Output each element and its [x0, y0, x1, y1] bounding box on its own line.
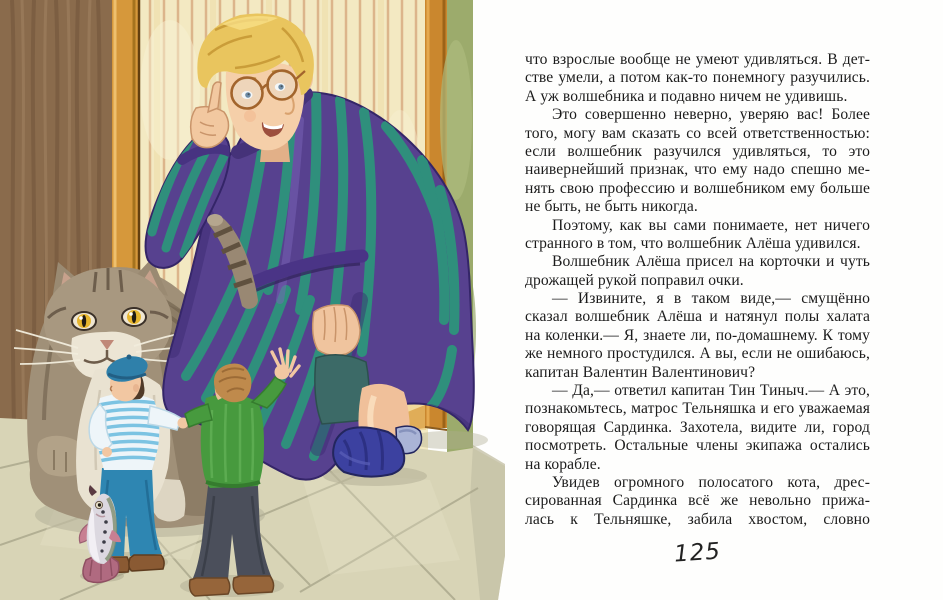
text-line: познакомьтесь, матрос Тельняшка и его уважаемая: [525, 400, 870, 418]
text-line: посмотреть. Остальные члены экипажа остались: [525, 437, 870, 455]
text-line: нять свою профессию и волшебником ему больше: [525, 179, 870, 197]
text-line: говорящая Сардинка. Захотела, видите ли, город: [525, 418, 870, 436]
text-line: капитан Валентин Валентинович?: [525, 363, 756, 381]
text-line: Это совершенно неверно, уверяю вас! Более: [552, 106, 870, 124]
page-text-lines: [525, 51, 870, 529]
text-line: на корабле.: [525, 455, 601, 473]
text-line: Волшебник Алёша присел на корточки и чуть: [552, 253, 870, 271]
text-line: сированная Сардинка всё же невольно прижа-: [525, 492, 870, 510]
text-line: что взрослые вообще не умеют удивляться. В дет-: [525, 51, 870, 68]
captain-head: [214, 364, 251, 403]
text-line: если волшебник разучился удивляться, то это: [525, 142, 870, 160]
text-line: Увидев огромного полосатого кота, дрес-: [552, 473, 870, 491]
text-line: же немного простудился. А вы, если не ошибаюсь,: [525, 345, 870, 363]
page-number: 125: [673, 538, 722, 568]
text-line: странного в том, что волшебник Алёша удивился.: [525, 234, 861, 252]
text-line: наивернейший признак, что ему надо спешно ме-: [525, 161, 870, 179]
text-line: дрожащей рукой поправил очки.: [525, 271, 744, 289]
page-text: [525, 51, 870, 529]
text-line: стве умели, а потом как-то понемногу разучились.: [525, 69, 870, 87]
text-line: Поэтому, как вы сами понимаете, нет ничего: [552, 216, 870, 234]
text-line: — Да,— ответил капитан Тин Тиныч.— А это,: [552, 382, 870, 400]
text-line: того, могу вам сказать со всей ответственностью:: [525, 124, 870, 142]
text-line: А уж волшебника и подавно ничем не удивишь.: [525, 87, 848, 105]
text-line: лась к Тельняшке, забила хвостом, словно: [525, 510, 870, 528]
text-line: на коленки.— Я, знаете ли, по-домашнему. К тому: [525, 326, 870, 344]
text-line: не быть, не быть никогда.: [525, 198, 698, 216]
text-line: сказал волшебник Алёша и натянул полы халата: [525, 308, 870, 326]
text-line: — Извините, я в таком виде,— смущённо: [552, 290, 870, 308]
hand-on-knee: [313, 305, 360, 355]
